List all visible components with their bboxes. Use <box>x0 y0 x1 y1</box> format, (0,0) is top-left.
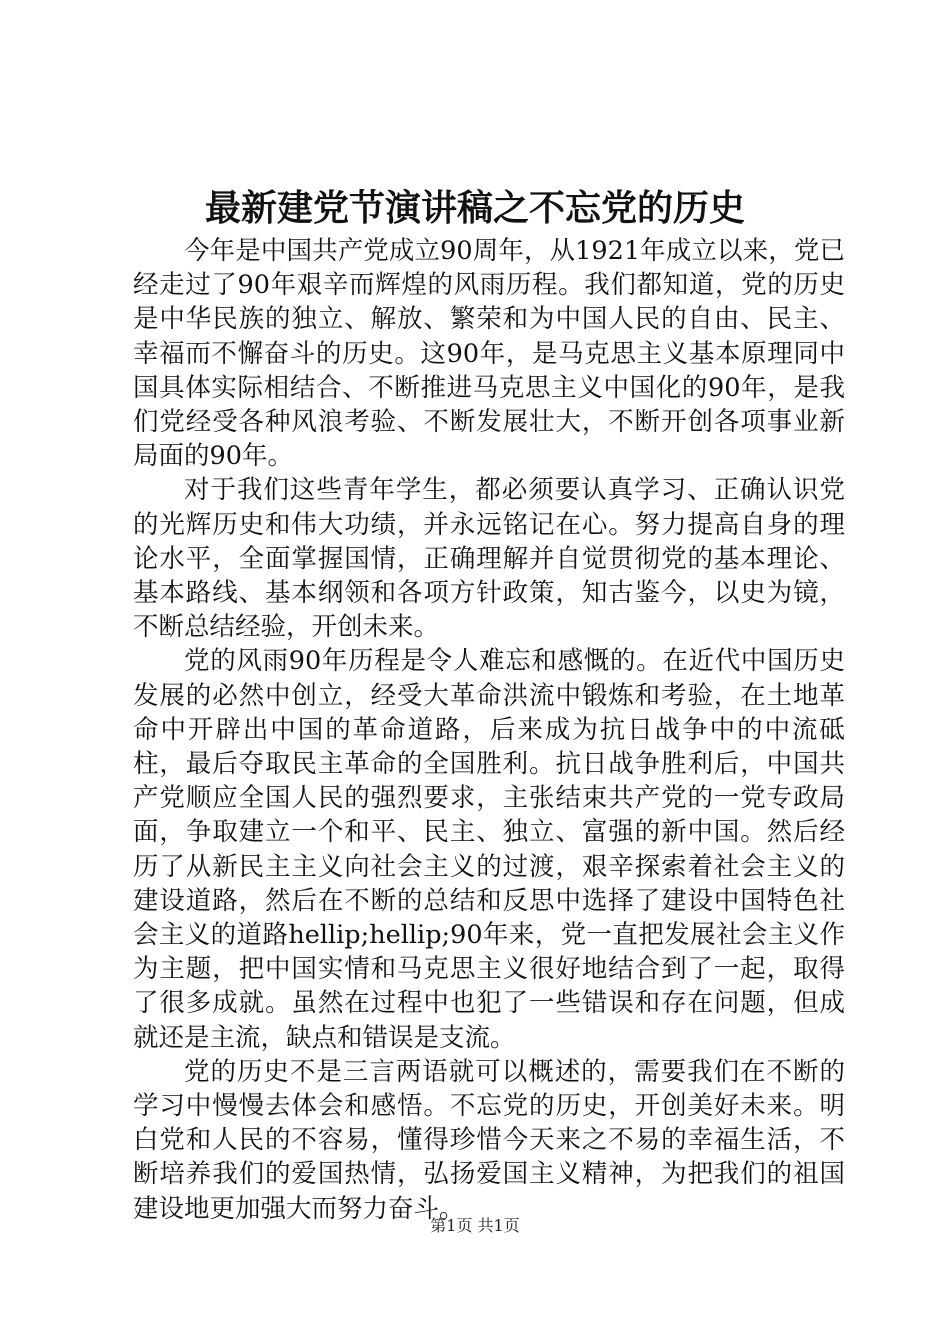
paragraph-1: 今年是中国共产党成立90周年，从1921年成立以来，党已经走过了90年艰辛而辉煌的风雨历程。我们都知道，党的历史是中华民族的独立、解放、繁荣和为中国人民的自由、民主、幸福而不懈奋斗的历史。这90年，是马克思主义基本原理同中国具体实际相结合、不断推进马克思主义中国化的90年，是我们党经受各种风浪考验、不断发展壮大，不断开创各项事业新局面的90年。 <box>133 236 845 472</box>
paragraph-3: 党的风雨90年历程是令人难忘和感慨的。在近代中国历史发展的必然中创立，经受大革命洪流中锻炼和考验，在土地革命中开辟出中国的革命道路，后来成为抗日战争中的中流砥柱，最后夺取民主革命的全国胜利。抗日战争胜利后，中国共产党顺应全国人民的强烈要求，主张结束共产党的一党专政局面，争取建立一个和平、民主、独立、富强的新中国。然后经历了从新民主主义向社会主义的过渡，艰辛探索着社会主义的建设道路，然后在不断的总结和反思中选择了建设中国特色社会主义的道路hellip;hellip;90年来，党一直把发展社会主义作为主题，把中国实情和马克思主义很好地结合到了一起，取得了很多成就。虽然在过程中也犯了一些错误和存在问题，但成就还是主流，缺点和错误是支流。 <box>133 646 845 1053</box>
page-footer: 第1页 共1页 <box>430 1216 520 1235</box>
paragraph-4: 党的历史不是三言两语就可以概述的，需要我们在不断的学习中慢慢去体会和感悟。不忘党的历史，开创美好未来。明白党和人民的不容易，懂得珍惜今天来之不易的幸福生活，不断培养我们的爱国热情，弘扬爱国主义精神，为把我们的祖国建设地更加强大而努力奋斗。 <box>133 1056 845 1224</box>
paragraph-2: 对于我们这些青年学生，都必须要认真学习、正确认识党的光辉历史和伟大功绩，并永远铭记在心。努力提高自身的理论水平，全面掌握国情，正确理解并自觉贯彻党的基本理论、基本路线、基本纲领和各项方针政策，知古鉴今，以史为镜，不断总结经验，开创未来。 <box>133 475 845 643</box>
document-body <box>133 234 845 1226</box>
document-title: 最新建党节演讲稿之不忘党的历史 <box>204 187 745 229</box>
